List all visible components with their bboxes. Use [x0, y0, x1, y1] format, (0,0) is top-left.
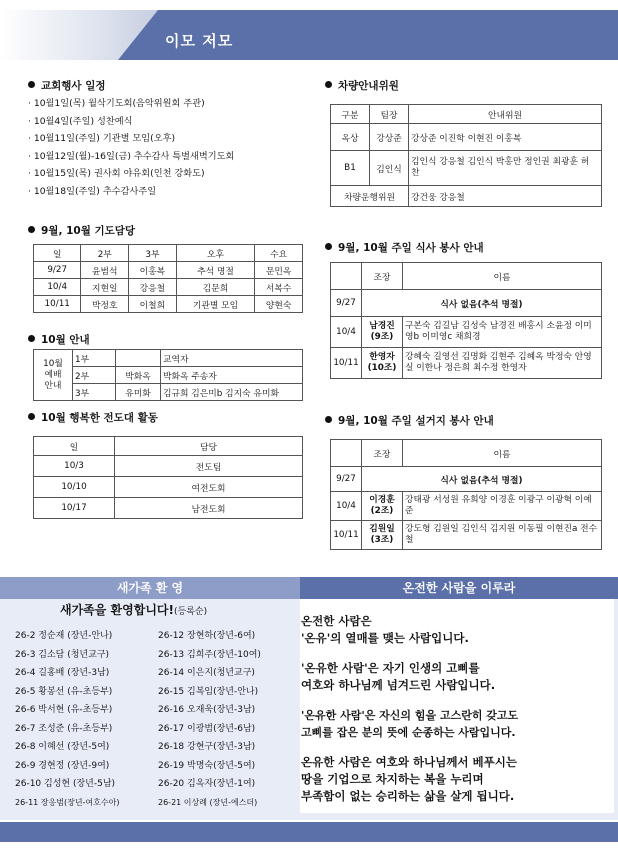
bullet-icon — [28, 335, 35, 342]
table-cell: 9/27 — [331, 290, 362, 317]
list-item: 26-21 이상례 (장년-에스더) — [158, 797, 258, 807]
table-row — [331, 151, 602, 186]
table-cell: 여전도회 — [115, 477, 303, 498]
table-cell: 강태광 서성원 유희양 이경훈 이광구 이광혁 이예준 — [403, 492, 602, 521]
table-cell: 지현일 — [81, 279, 129, 296]
table-cell: 김원일 (3조) — [362, 521, 403, 550]
table-header-row — [331, 263, 602, 290]
evangel-title: 10월 행복한 전도대 활동 — [41, 412, 158, 424]
table-row — [34, 477, 303, 498]
table-cell: 이경훈 (2조) — [362, 492, 403, 521]
table-cell: 10/11 — [34, 296, 81, 313]
table-cell: 강건웅 강응철 — [409, 186, 602, 207]
page-header — [0, 0, 618, 62]
table-header-row — [34, 245, 303, 262]
prayer-table — [33, 244, 303, 313]
table-cell: 식사 없음(추석 명절) — [362, 467, 602, 492]
meal-heading — [325, 240, 484, 255]
table-header — [331, 263, 362, 290]
table-header: 수요 — [255, 245, 303, 262]
dish-title: 9월, 10월 주일 설거지 봉사 안내 — [338, 415, 494, 427]
table-cell: 10/17 — [34, 498, 115, 519]
table-cell: 10/4 — [34, 279, 81, 296]
vehicle-heading — [325, 78, 399, 93]
table-row — [34, 262, 303, 279]
dish-table — [330, 439, 602, 550]
list-item: 26-17 이광범(장년-6남) — [158, 723, 256, 734]
table-cell: 강상준 이진학 이현진 이홍복 — [409, 124, 602, 151]
bullet-icon — [325, 416, 332, 423]
table-cell: 남경진 (9조) — [362, 317, 403, 348]
vehicle-title: 차량안내위원 — [338, 80, 399, 92]
bullet-icon — [325, 243, 332, 250]
table-header: 오후 — [176, 245, 255, 262]
table-row — [331, 317, 602, 348]
table-cell: 박화옥 주송자 — [161, 367, 303, 384]
table-row — [34, 296, 303, 313]
table-cell: 10월 예배 안내 — [34, 350, 73, 401]
table-cell: 10/11 — [331, 348, 362, 379]
list-item: 26-8 이혜선 (장년-5여) — [15, 742, 110, 752]
table-cell: 이철희 — [129, 296, 177, 313]
table-cell: 박화옥 — [116, 367, 161, 384]
list-item: 26-4 길홍배 (장년-3남) — [15, 668, 110, 678]
list-item: 26-12 장현하(장년-6여) — [158, 631, 256, 641]
evangel-heading — [28, 410, 158, 425]
table-row — [331, 467, 602, 492]
welcome-order: (등록순) — [173, 607, 208, 617]
table-cell: 김인식 강응철 김인식 박홍만 정인권 최광훈 허 찬 — [409, 151, 602, 186]
table-row — [331, 290, 602, 317]
table-cell: 전도팀 — [115, 456, 303, 477]
table-cell: B1 — [331, 151, 370, 186]
table-header: 담당 — [115, 437, 303, 456]
table-header: 2부 — [81, 245, 129, 262]
list-item: 26-5 황봉선 (유-초등부) — [15, 686, 113, 697]
table-cell: 9/27 — [34, 262, 81, 279]
table-cell: 차량운행위원 — [331, 186, 409, 207]
meal-title: 9월, 10월 주일 식사 봉사 안내 — [338, 242, 484, 254]
table-header: 안내위원 — [409, 105, 602, 124]
welcome-text: 새가족을 환영합니다! — [60, 603, 174, 617]
table-cell: 윤범석 — [81, 262, 129, 279]
bullet-icon — [325, 81, 332, 88]
meek-bar: 온전한 사람을 이루라 — [300, 577, 618, 599]
table-cell: 10/4 — [331, 317, 362, 348]
notice-title: 10월 안내 — [41, 334, 90, 346]
prayer-heading — [28, 223, 135, 238]
meek-paragraph-4: 온유한 사람은 여호와 하나님께서 베푸시는 땅을 기업으로 차지하는 복을 누리며 부족함이 없는 승리하는 삶을 살게 됩니다. — [301, 755, 517, 803]
table-header: 팀장 — [370, 105, 409, 124]
table-cell: 박정호 — [81, 296, 129, 313]
table-header: 조장 — [362, 263, 403, 290]
newfamily-bar: 새가족 환 영 — [0, 577, 300, 599]
table-row — [331, 492, 602, 521]
table-cell: 강응철 — [129, 279, 177, 296]
list-item: 26-6 박서현 (유-초등부) — [15, 705, 113, 715]
list-item: 26-3 김소담 (청년교구) — [15, 649, 110, 660]
table-header: 이름 — [403, 440, 602, 467]
footer-bar — [0, 822, 618, 842]
list-item: · 10월15일(목) 권사회 야유회(인천 강화도) — [28, 165, 234, 183]
table-cell: 김규희 김은미b 김지숙 유미화 — [161, 384, 303, 401]
table-row — [331, 124, 602, 151]
table-cell: 남전도회 — [115, 498, 303, 519]
table-cell: 한영자 (10조) — [362, 348, 403, 379]
meek-paragraph-1: 온전한 사람은 '온유'의 열매를 맺는 사람입니다. — [301, 614, 469, 645]
list-item: 26-18 강현구(장년-3남) — [158, 742, 256, 752]
table-cell: 10/11 — [331, 521, 362, 550]
list-item: 26-2 정순재 (장년-안나) — [15, 631, 113, 641]
events-heading — [28, 78, 106, 93]
list-item: 26-10 김성현 (장년-5남) — [15, 779, 116, 789]
list-item: 26-13 김희주(장년-10여) — [158, 649, 261, 660]
table-cell: 구본숙 김길남 김성숙 남경진 배홍시 소윤정 이미영b 이미영c 채희경 — [403, 317, 602, 348]
table-cell: 기관별 모임 — [176, 296, 255, 313]
table-cell: 3부 — [73, 384, 116, 401]
table-header: 구분 — [331, 105, 370, 124]
bullet-icon — [28, 226, 35, 233]
table-header-row — [331, 105, 602, 124]
table-cell: 식사 없음(추석 명절) — [362, 290, 602, 317]
notice-heading — [28, 332, 90, 347]
table-cell: 9/27 — [331, 467, 362, 492]
table-header: 3부 — [129, 245, 177, 262]
table-row — [331, 521, 602, 550]
table-row — [34, 456, 303, 477]
table-cell: 옥상 — [331, 124, 370, 151]
table-row — [34, 498, 303, 519]
table-cell: 10/10 — [34, 477, 115, 498]
newfamily-list-right — [158, 627, 261, 812]
notice-table — [33, 349, 303, 401]
table-header: 조장 — [362, 440, 403, 467]
table-header-row — [34, 437, 303, 456]
table-row — [34, 367, 303, 384]
table-row — [34, 279, 303, 296]
table-cell — [116, 350, 161, 367]
table-cell: 강상준 — [370, 124, 409, 151]
table-cell: 유미화 — [116, 384, 161, 401]
table-cell: 2부 — [73, 367, 116, 384]
list-item: 26-20 김옥자(장년-1여) — [158, 779, 256, 789]
table-header: 일 — [34, 245, 81, 262]
table-cell: 강도형 김원일 김인식 김지원 이동필 이현진a 전수철 — [403, 521, 602, 550]
page-title: 이모 저모 — [165, 32, 234, 50]
table-header-row — [331, 440, 602, 467]
table-header: 일 — [34, 437, 115, 456]
table-cell: 교역자 — [161, 350, 303, 367]
list-item: · 10월18일(주일) 추수감사주일 — [28, 183, 234, 201]
table-header — [331, 440, 362, 467]
table-cell: 문민옥 — [255, 262, 303, 279]
list-item: 26-15 김복임(장년-안나) — [158, 686, 259, 697]
prayer-title: 9월, 10월 기도담당 — [41, 225, 136, 237]
list-item: 26-19 박명숙(장년-5여) — [158, 760, 256, 771]
evangel-table — [33, 436, 303, 519]
table-cell: 김문희 — [176, 279, 255, 296]
list-item: · 10월11일(주일) 기관별 모임(오후) — [28, 130, 234, 148]
table-cell: 김인식 — [370, 151, 409, 186]
list-item: 26-14 이은지(청년교구) — [158, 668, 255, 678]
meek-paragraph-3: '온유한 사람'은 자신의 힘을 고스란히 갖고도 고삐를 잡은 분의 뜻에 순종하는 사람입니다. — [301, 709, 519, 739]
vehicle-table — [330, 104, 602, 207]
table-cell: 10/4 — [331, 492, 362, 521]
events-title: 교회행사 일정 — [41, 80, 106, 92]
list-item: · 10월1일(목) 월삭기도회(음악위원회 주관) — [28, 95, 234, 113]
bullet-icon — [28, 413, 35, 420]
table-cell: 이홍복 — [129, 262, 177, 279]
bullet-icon — [28, 81, 35, 88]
list-item: 26-7 조성준 (유-초등부) — [15, 723, 113, 734]
newfamily-list-left — [15, 627, 119, 812]
table-header: 이름 — [403, 263, 602, 290]
list-item: 26-11 장응범(장년-여호수아) — [15, 797, 120, 807]
welcome-heading — [60, 601, 207, 618]
list-item: 26-16 오재욱(장년-3남) — [158, 705, 256, 715]
list-item: 26-9 경현정 (장년-9여) — [15, 760, 110, 771]
table-cell: 1부 — [73, 350, 116, 367]
list-item: · 10월4일(주일) 성찬예식 — [28, 113, 234, 131]
table-cell: 서복수 — [255, 279, 303, 296]
events-list — [28, 95, 234, 201]
meek-paragraph-2: '온유한 사람'은 자기 인생의 고삐를 여호와 하나님께 넘겨드린 사람입니다. — [301, 661, 496, 692]
table-cell: 양현숙 — [255, 296, 303, 313]
table-cell: 강혜숙 길영선 김명화 김현주 김혜옥 박정숙 안영실 이한나 정은희 최수정 한영자 — [403, 348, 602, 379]
table-row — [331, 348, 602, 379]
table-row — [34, 350, 303, 367]
table-row — [34, 384, 303, 401]
list-item: · 10월12일(월)-16일(금) 추수감사 특별새벽기도회 — [28, 148, 234, 166]
table-cell: 10/3 — [34, 456, 115, 477]
dish-heading — [325, 413, 494, 428]
table-row — [331, 186, 602, 207]
meal-table — [330, 262, 602, 379]
table-cell: 추석 명절 — [176, 262, 255, 279]
